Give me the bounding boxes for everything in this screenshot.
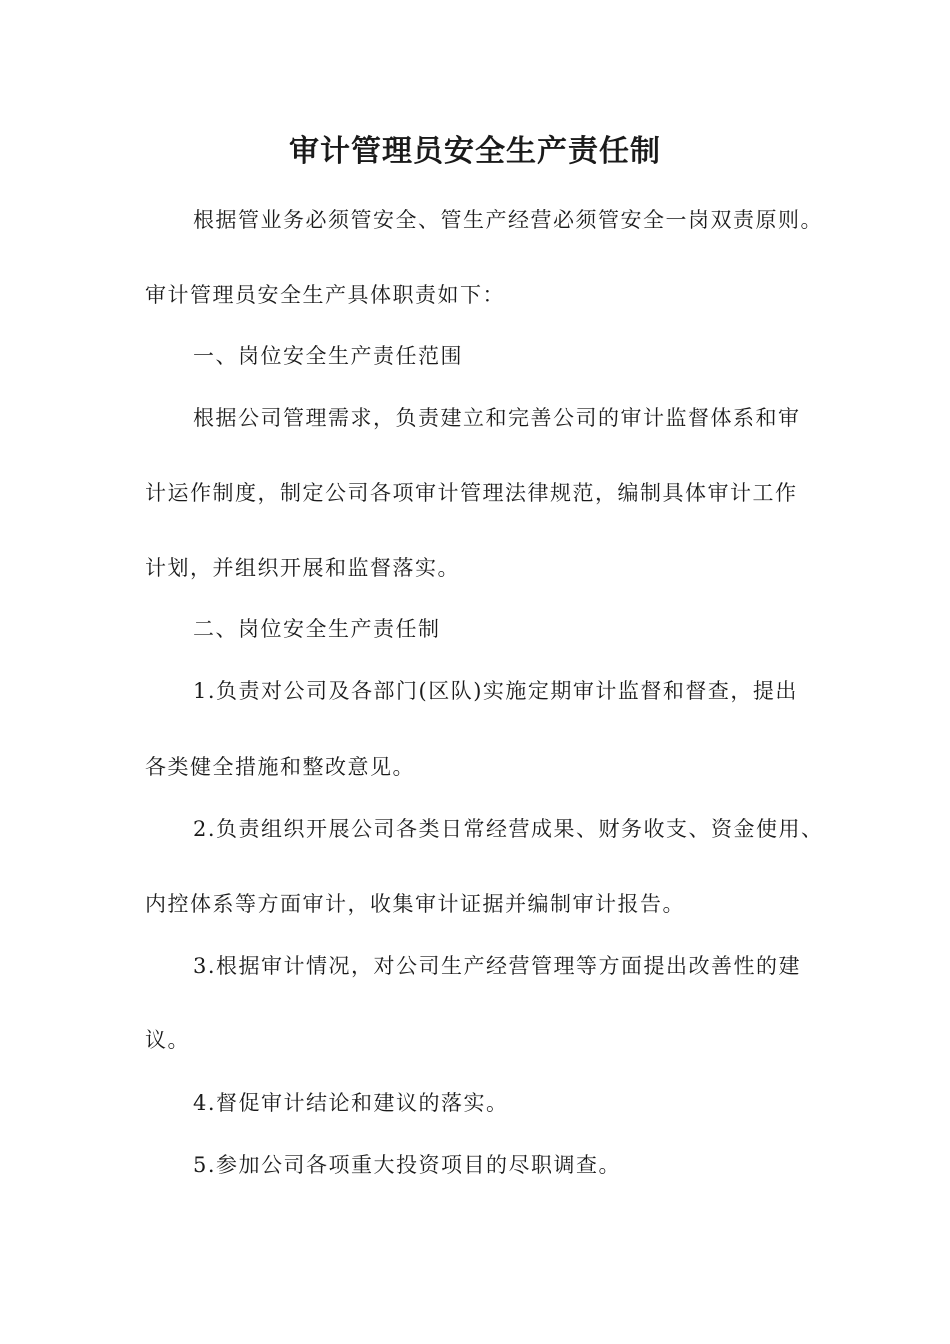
list-item-1-line-2: 各类健全措施和整改意见。 — [145, 755, 415, 779]
list-item-1-line-1: 1.负责对公司及各部门(区队)实施定期审计监督和督查，提出 — [193, 679, 798, 703]
list-item-2-line-2: 内控体系等方面审计，收集审计证据并编制审计报告。 — [145, 892, 685, 916]
section-heading-scope: 一、岗位安全生产责任范围 — [193, 344, 463, 368]
paragraph-duties-intro: 审计管理员安全生产具体职责如下： — [145, 283, 505, 307]
paragraph-principle: 根据管业务必须管安全、管生产经营必须管安全一岗双责原则。 — [193, 208, 823, 232]
list-item-3-line-1: 3.根据审计情况，对公司生产经营管理等方面提出改善性的建 — [193, 954, 802, 978]
paragraph-scope-line-1: 根据公司管理需求，负责建立和完善公司的审计监督体系和审 — [193, 406, 801, 430]
list-item-5: 5.参加公司各项重大投资项目的尽职调查。 — [193, 1153, 622, 1177]
list-item-4: 4.督促审计结论和建议的落实。 — [193, 1091, 509, 1115]
section-heading-responsibility: 二、岗位安全生产责任制 — [193, 617, 441, 641]
list-item-3-line-2: 议。 — [145, 1028, 190, 1052]
document-title: 审计管理员安全生产责任制 — [289, 134, 661, 169]
list-item-2-line-1: 2.负责组织开展公司各类日常经营成果、财务收支、资金使用、 — [193, 817, 824, 841]
paragraph-scope-line-3: 计划，并组织开展和监督落实。 — [145, 556, 460, 580]
paragraph-scope-line-2: 计运作制度，制定公司各项审计管理法律规范，编制具体审计工作 — [145, 481, 798, 505]
